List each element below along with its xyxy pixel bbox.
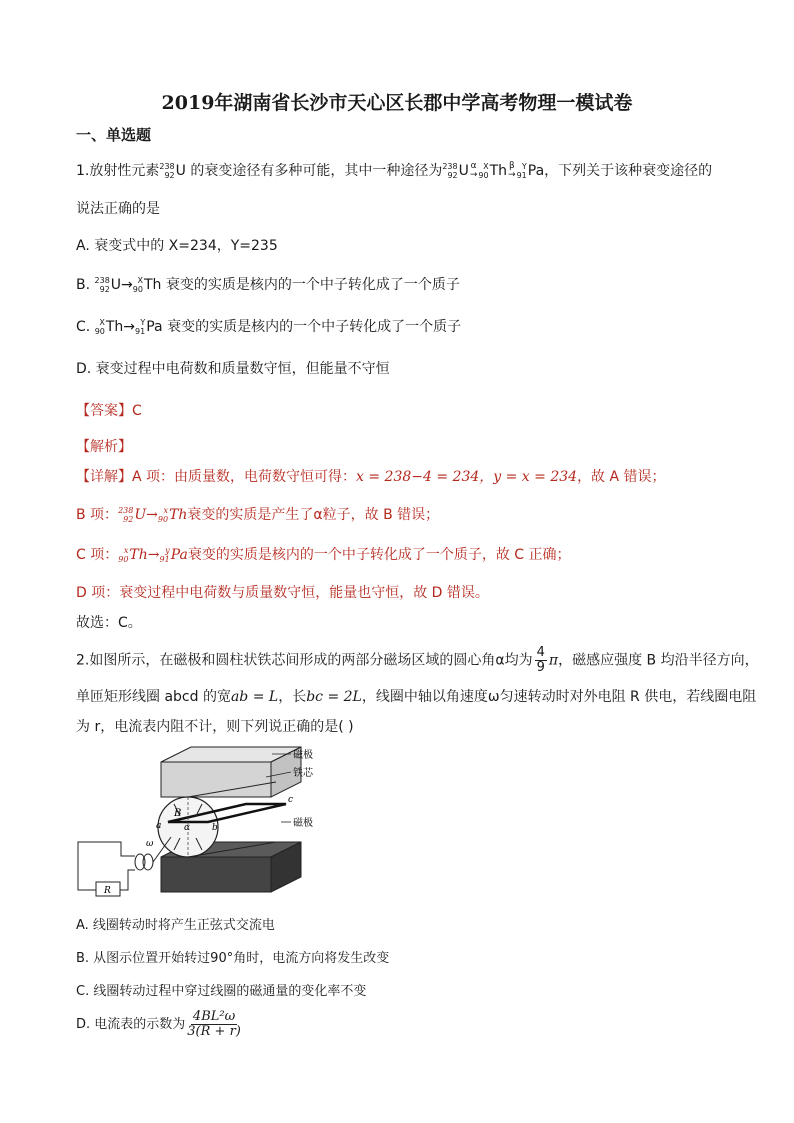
q2-option-b: B. 从图示位置开始转过90°角时，电流方向将发生改变 bbox=[76, 951, 390, 966]
option-letter: B. bbox=[76, 277, 95, 293]
q2-option-c: C. 线圈转动过程中穿过线圈的磁通量的变化率不变 bbox=[76, 984, 367, 999]
q1-option-a: A. 衰变式中的 X=234，Y=235 bbox=[76, 238, 278, 254]
q1-choose: 故选：C。 bbox=[76, 615, 142, 631]
q2-stem-line3: 为 r，电流表内阻不计，则下列说正确的是( ) bbox=[76, 719, 354, 735]
option-text: D. 电流表的示数为 bbox=[76, 1017, 186, 1032]
nuclide-expr: 238 92 U→ X 90 Th bbox=[94, 276, 162, 294]
q1-stem-part: U 的衰变途径有多种可能，其中一种途径为 bbox=[175, 163, 443, 179]
q1-stem-part: Pa，下列关于该种衰变途径的 bbox=[527, 163, 713, 179]
fraction-numerator: 4 bbox=[536, 645, 545, 660]
q1-option-c bbox=[76, 316, 461, 336]
q1-option-d: D. 衰变过程中电荷数和质量数守恒，但能量不守恒 bbox=[76, 361, 390, 377]
q2-stem-part: ，磁感应强度 B 均沿半径方向， bbox=[558, 652, 759, 669]
q1-stem-part: 1.放射性元素 bbox=[76, 163, 160, 179]
fraction-numerator: 4BL²ω bbox=[192, 1009, 236, 1024]
fraction-denominator: 3(R + r) bbox=[187, 1024, 241, 1039]
section-heading: 一、单选题 bbox=[76, 126, 152, 144]
option-text: 衰变的实质是核内的一个中子转化成了一个质子 bbox=[167, 319, 462, 335]
math-ab: ab = L bbox=[230, 689, 279, 705]
detail-text: 衰变的实质是产生了α粒子，故 B 错误； bbox=[187, 507, 440, 523]
nuclide-u238: 238 92 bbox=[159, 162, 175, 180]
detail-text: ，故 A 错误； bbox=[577, 469, 666, 485]
q1-detail-b bbox=[76, 504, 439, 524]
q1-option-b bbox=[76, 274, 460, 294]
q2-stem-line2 bbox=[76, 686, 756, 706]
fig-label-top-pole: 磁极 bbox=[293, 750, 313, 761]
nuclide-expr: x 90 Th→ y 91 Pa bbox=[118, 546, 188, 564]
label-B: B bbox=[174, 808, 182, 819]
detail-text: 衰变的实质是核内的一个中子转化成了一个质子，故 C 正确； bbox=[187, 547, 571, 563]
q1-analysis-label: 【解析】 bbox=[76, 439, 132, 455]
fig-label-bottom-pole: 磁极 bbox=[293, 818, 313, 829]
decay-chain: 238 92 U α → X 90 Th β → Y 91 bbox=[442, 161, 527, 180]
detail-label: B 项： bbox=[76, 507, 119, 523]
detail-label: 【详解】 bbox=[76, 469, 132, 485]
q1-detail-d: D 项：衰变过程中电荷数与质量数守恒，能量也守恒，故 D 错误。 bbox=[76, 585, 489, 601]
bottom-pole-front bbox=[161, 857, 271, 892]
detail-text: A 项：由质量数，电荷数守恒可得： bbox=[132, 469, 357, 485]
option-letter: C. bbox=[76, 319, 95, 335]
label-b: b bbox=[212, 823, 218, 833]
nuclide-expr: 238 92 U→ x 90 Th bbox=[118, 506, 188, 524]
q2-stem-part: ，长 bbox=[278, 689, 307, 705]
q1-stem-line1 bbox=[76, 160, 712, 180]
generator-figure bbox=[76, 742, 346, 902]
q2-option-a: A. 线圈转动时将产生正弦式交流电 bbox=[76, 918, 275, 933]
current-fraction bbox=[187, 1010, 241, 1039]
fig-label-core: 铁芯 bbox=[293, 768, 313, 779]
detail-math: x = 238−4 = 234，y = x = 234 bbox=[356, 469, 578, 485]
pi-symbol: π bbox=[548, 652, 559, 669]
label-R: R bbox=[104, 886, 111, 896]
detail-label: C 项： bbox=[76, 547, 119, 563]
q1-detail-c bbox=[76, 544, 571, 564]
circuit-wire bbox=[120, 870, 135, 890]
q1-detail-a bbox=[76, 466, 666, 486]
option-text: 衰变的实质是核内的一个中子转化成了一个质子 bbox=[165, 277, 460, 293]
q2-stem-line1 bbox=[76, 646, 759, 675]
label-omega: ω bbox=[146, 839, 154, 849]
math-bc: bc = 2L bbox=[306, 689, 362, 705]
q1-stem-line2: 说法正确的是 bbox=[76, 201, 160, 217]
q2-option-d bbox=[76, 1010, 243, 1039]
page-title: 2019年湖南省长沙市天心区长郡中学高考物理一模试卷 bbox=[161, 92, 633, 114]
nuclide-expr: X 90 Th→ Y 91 Pa bbox=[94, 318, 163, 336]
q2-stem-part: ，线圈中轴以角速度ω匀速转动时对外电阻 R 供电，若线圈电阻 bbox=[361, 689, 757, 705]
fraction-denominator: 9 bbox=[536, 660, 545, 675]
q1-answer: 【答案】C bbox=[76, 403, 142, 419]
label-a: a bbox=[156, 821, 162, 831]
label-c: c bbox=[288, 795, 294, 805]
fraction-4-9-pi bbox=[535, 646, 547, 675]
label-alpha: α bbox=[184, 823, 191, 833]
q2-stem-part: 2.如图所示，在磁极和圆柱状铁芯间形成的两部分磁场区域的圆心角α均为 bbox=[76, 652, 533, 669]
q2-stem-part: 单匝矩形线圈 abcd 的宽 bbox=[76, 689, 231, 705]
